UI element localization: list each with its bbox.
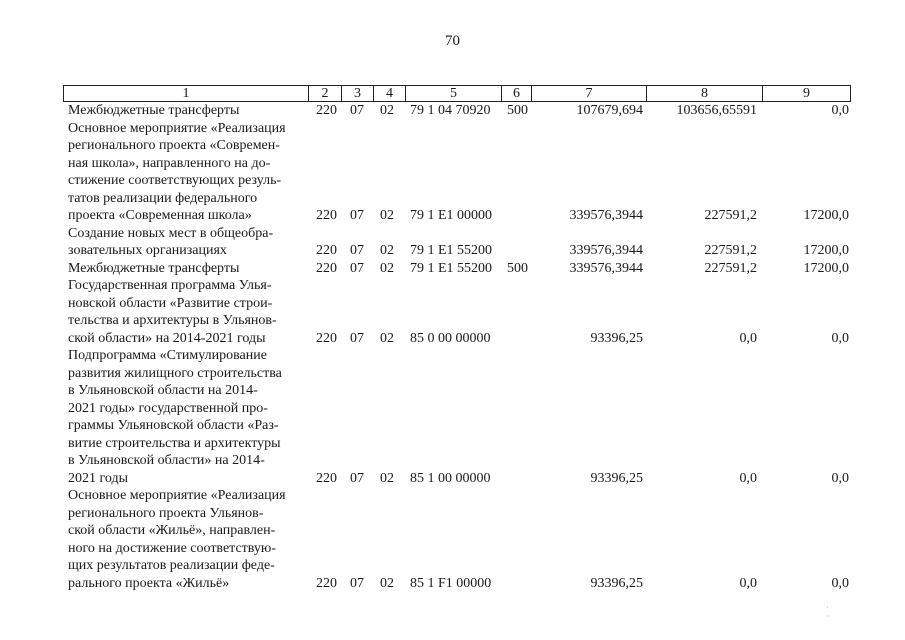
scan-specks: · · [826,603,859,621]
col-7-value: 339576,3944 [569,243,643,258]
row-name [68,277,306,347]
col-5-value: 79 1 E1 55200 [410,260,493,276]
col-3-value: 07 [350,470,364,486]
col-7-value: 93396,25 [590,470,643,486]
row-name-line: развития жилищного строительства [68,365,282,381]
row-name-line: тельства и архитектуры в Ульянов- [68,313,277,328]
col-7-value: 107679,694 [576,103,643,118]
col-4-value: 02 [380,243,394,258]
col-2-value: 220 [316,260,337,276]
row-name-line: Межбюджетные трансферты [68,260,240,276]
header-col-4: 4 [374,86,406,101]
header-col-5: 5 [406,86,502,101]
col-7-value: 339576,3944 [569,208,643,223]
row-name-line: в Ульяновской области» на 2014- [68,453,265,468]
col-9-value: 17200,0 [803,243,849,258]
col-4-value: 02 [380,103,394,118]
row-name-line: 2021 годы [68,470,129,486]
row-name-line: Межбюджетные трансферты [68,103,240,118]
col-4-value: 02 [380,575,394,591]
header-col-8: 8 [647,86,763,101]
col-3-value: 07 [350,103,364,118]
col-3-value: 07 [350,575,364,591]
col-8-value: 227591,2 [704,208,757,223]
row-name-line: щих результатов реализации феде- [68,558,275,573]
row-name [68,347,306,487]
col-2-value: 220 [316,243,337,258]
table-row [0,260,905,278]
col-8-value: 227591,2 [704,243,757,258]
row-name [68,487,306,592]
row-name-line: рального проекта «Жильё» [68,575,230,591]
row-name-line: стижение соответствующих резуль- [68,173,282,188]
table-row [0,225,905,260]
col-4-value: 02 [380,260,394,276]
col-9-value: 0,0 [831,575,849,591]
row-name-line: в Ульяновской области на 2014- [68,383,258,398]
col-6-value: 500 [507,260,528,276]
row-name-line: проекта «Современная школа» [68,208,252,223]
col-8-value: 103656,65591 [676,103,757,118]
row-name-line: регионального проекта Ульянов- [68,505,264,521]
col-3-value: 07 [350,330,364,346]
col-8-value: 0,0 [739,330,757,346]
col-6-value: 500 [507,103,528,118]
col-5-value: 85 1 F1 00000 [410,575,492,591]
col-5-value: 85 0 00 00000 [410,330,491,346]
col-8-value: 0,0 [739,470,757,486]
col-5-value: 79 1 E1 55200 [410,243,493,258]
col-2-value: 220 [316,330,337,346]
header-col-6: 6 [502,86,532,101]
page-number: 70 [445,33,460,49]
table-header [63,85,851,102]
col-2-value: 220 [316,208,337,223]
col-8-value: 0,0 [739,575,757,591]
row-name [68,120,306,225]
row-name-line: татов реализации федерального [68,190,258,206]
row-name-line: новской области «Развитие строи- [68,295,273,311]
row-name-line: зовательных организациях [68,243,227,258]
col-3-value: 07 [350,243,364,258]
header-col-1: 1 [64,86,309,101]
row-name-line: ской области» на 2014-2021 годы [68,330,266,346]
col-2-value: 220 [316,103,337,118]
row-name-line: Основное мероприятие «Реализация [68,120,286,136]
col-2-value: 220 [316,470,337,486]
header-col-2: 2 [309,86,342,101]
row-name-line: Основное мероприятие «Реализация [68,488,286,503]
table-row [0,347,905,487]
table-body [0,102,905,592]
row-name-line: Создание новых мест в общеобра- [68,225,274,241]
col-5-value: 79 1 04 70920 [410,103,491,118]
col-4-value: 02 [380,208,394,223]
row-name-line: витие строительства и архитектуры [68,435,281,451]
col-9-value: 0,0 [831,103,849,118]
col-9-value: 17200,0 [803,260,849,276]
col-7-value: 93396,25 [590,575,643,591]
col-7-value: 339576,3944 [569,260,643,276]
row-name [68,102,306,120]
col-2-value: 220 [316,575,337,591]
row-name-line: 2021 годы» государственной про- [68,400,268,416]
col-3-value: 07 [350,208,364,223]
col-5-value: 79 1 E1 00000 [410,208,493,223]
row-name-line: Подпрограмма «Стимулирование [68,348,267,363]
col-9-value: 17200,0 [803,208,849,223]
row-name-line: ная школа», направленного на до- [68,155,271,171]
table-row [0,102,905,120]
table-row [0,120,905,225]
col-9-value: 0,0 [831,470,849,486]
col-4-value: 02 [380,330,394,346]
col-9-value: 0,0 [831,330,849,346]
col-3-value: 07 [350,260,364,276]
header-col-3: 3 [342,86,374,101]
col-7-value: 93396,25 [590,330,643,346]
row-name [68,260,306,278]
row-name-line: ской области «Жильё», направлен- [68,523,276,538]
row-name-line: ного на достижение соответствую- [68,540,277,556]
col-8-value: 227591,2 [704,260,757,276]
table-row [0,487,905,592]
header-col-7: 7 [532,86,647,101]
col-5-value: 85 1 00 00000 [410,470,491,486]
col-4-value: 02 [380,470,394,486]
row-name [68,225,306,260]
table-row [0,277,905,347]
row-name-line: регионального проекта «Современ- [68,138,280,153]
header-col-9: 9 [803,86,810,101]
row-name-line: граммы Ульяновской области «Раз- [68,418,279,433]
row-name-line: Государственная программа Улья- [68,278,272,293]
